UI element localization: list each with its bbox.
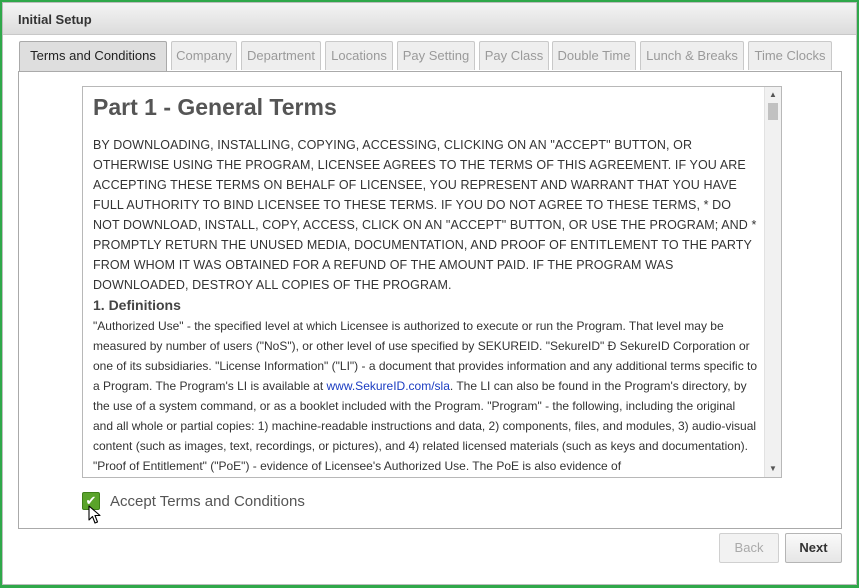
initial-setup-window [2, 2, 857, 585]
mouse-pointer-icon [88, 505, 102, 525]
window-title: Initial Setup [18, 12, 92, 27]
tab-pay-setting[interactable]: Pay Setting [397, 41, 475, 70]
terms-title: Part 1 - General Terms [93, 94, 337, 120]
terms-content [93, 93, 758, 476]
scroll-up-arrow-icon[interactable]: ▲ [769, 90, 777, 99]
tab-double-time[interactable]: Double Time [552, 41, 636, 70]
license-info-link[interactable]: www.SekureID.com/sla [326, 379, 450, 393]
definitions-heading: 1. Definitions [93, 297, 181, 313]
tab-terms-and-conditions[interactable]: Terms and Conditions [19, 41, 167, 72]
tab-lunch-and-breaks[interactable]: Lunch & Breaks [640, 41, 744, 70]
terms-scrollbar[interactable] [764, 87, 781, 477]
tab-time-clocks[interactable]: Time Clocks [748, 41, 832, 70]
scroll-thumb[interactable] [768, 103, 778, 120]
title-bar [3, 3, 856, 35]
terms-panel [18, 71, 842, 529]
accept-terms-label[interactable]: Accept Terms and Conditions [110, 493, 305, 510]
accept-terms-checkbox[interactable]: ✔ [82, 492, 100, 510]
tab-locations[interactable]: Locations [325, 41, 393, 70]
tab-pay-class[interactable]: Pay Class [479, 41, 549, 70]
tab-company[interactable]: Company [171, 41, 237, 70]
definitions-text-part1: "Authorized Use" - the specified level at which Licensee is authorized to execute or run the Program. That level may be measured by number of users ("NoS"), or other level of use specified by SEKUREID. "SekureID" Đ SekureID Corporation or one of its subsidiaries. "License Information" ("LI") - a document that provides information and any additional terms specific to a Program. The Program's LI is available at [93, 319, 758, 393]
tab-department[interactable]: Department [241, 41, 321, 70]
scroll-down-arrow-icon[interactable]: ▼ [769, 464, 777, 473]
terms-scroll-area[interactable] [82, 86, 782, 478]
definitions-text-part2: . The LI can also be found in the Program's directory, by the use of a system command, or as a booklet included with the Program. "Program" - the following, including the original and all whole or partial copies: 1) machine-readable instructions and data, 2) components, files, and modules, 3) audio-visual content (such as images, text, recordings, or pictures), and 4) related licensed materials (such as keys and documentation). "Proof of Entitlement" ("PoE") - evidence of Licensee's Authorized Use. The PoE is also evidence of [93, 379, 757, 473]
terms-intro: BY DOWNLOADING, INSTALLING, COPYING, ACCESSING, CLICKING ON AN "ACCEPT" BUTTON, OR OTHERWISE USING THE PROGRAM, LICENSEE AGREES TO THE TERMS OF THIS AGREEMENT. IF YOU ARE ACCEPTING THESE TERMS ON BEHALF OF LICENSEE, YOU REPRESENT AND WARRANT THAT YOU HAVE FULL AUTHORITY TO BIND LICENSEE TO THESE TERMS. IF YOU DO NOT AGREE TO THESE TERMS, * DO NOT DOWNLOAD, INSTALL, COPY, ACCESS, CLICK ON AN "ACCEPT" BUTTON, OR USE THE PROGRAM; AND * PROMPTLY RETURN THE UNUSED MEDIA, DOCUMENTATION, AND PROOF OF ENTITLEMENT TO THE PARTY FROM WHOM IT WAS OBTAINED FOR A REFUND OF THE AMOUNT PAID. IF THE PROGRAM WAS DOWNLOADED, DESTROY ALL COPIES OF THE PROGRAM. [93, 138, 757, 292]
definitions-text [93, 316, 758, 476]
next-button[interactable]: Next [785, 533, 842, 563]
back-button[interactable]: Back [719, 533, 779, 563]
